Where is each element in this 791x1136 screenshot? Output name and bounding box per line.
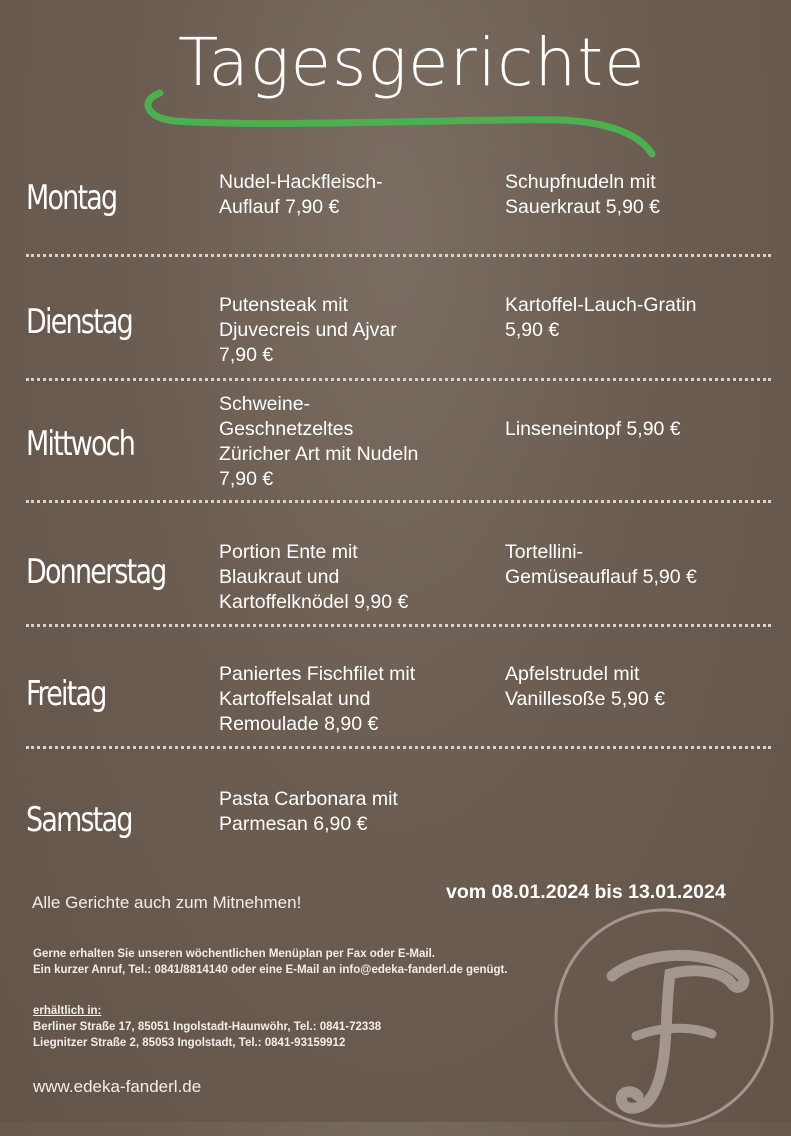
contact-line-2: [33, 962, 508, 978]
dish-tuesday-1: Putensteak mit Djuvecreis und Ajvar 7,90 €: [219, 294, 397, 366]
day-label-thursday: Donnerstag: [26, 552, 166, 592]
row-divider: [26, 624, 771, 627]
day-label-tuesday: Dienstag: [26, 302, 132, 342]
date-range: vom 08.01.2024 bis 13.01.2024: [446, 881, 726, 903]
contact-info: [33, 946, 508, 978]
address-1: Berliner Straße 17, 85051 Ingolstadt-Haunwöhr, Tel.: 0841-72338: [33, 1021, 382, 1033]
email-link[interactable]: info@edeka-fanderl.de: [339, 964, 463, 976]
dish-saturday-1: Pasta Carbonara mit Parmesan 6,90 €: [219, 788, 398, 835]
dish-friday-2: Apfelstrudel mit Vanillesoße 5,90 €: [505, 663, 666, 710]
day-label-monday: Montag: [26, 178, 117, 218]
page-title: Tagesgerichte: [178, 24, 646, 101]
row-divider: [26, 746, 771, 749]
store-addresses: [33, 1003, 381, 1051]
dish-wednesday-2: Linseneintopf 5,90 €: [505, 418, 681, 440]
day-label-friday: Freitag: [26, 674, 106, 714]
contact-line-2-end: genügt.: [462, 964, 508, 976]
available-label: erhältlich in:: [33, 1005, 102, 1017]
website-link[interactable]: www.edeka-fanderl.de: [33, 1077, 202, 1096]
day-label-saturday: Samstag: [26, 800, 132, 840]
logo-letter: F: [552, 906, 553, 907]
dish-tuesday-2: Kartoffel-Lauch-Gratin 5,90 €: [505, 294, 697, 341]
takeaway-note: Alle Gerichte auch zum Mitnehmen!: [32, 893, 302, 912]
fanderl-logo: [552, 906, 782, 1136]
row-divider: [26, 378, 771, 381]
dish-monday-1: Nudel-Hackfleisch- Auflauf 7,90 €: [219, 171, 383, 218]
dish-thursday-2: Tortellini- Gemüseauflauf 5,90 €: [505, 541, 697, 588]
dish-wednesday-1: Schweine- Geschnetzeltes Züricher Art mit Nudeln 7,90 €: [219, 393, 419, 490]
dish-friday-1: Paniertes Fischfilet mit Kartoffelsalat und Remoulade 8,90 €: [219, 663, 416, 735]
row-divider: [26, 254, 771, 257]
dish-monday-2: Schupfnudeln mit Sauerkraut 5,90 €: [505, 171, 661, 218]
contact-line-1: Gerne erhalten Sie unseren wöchentlichen Menüplan per Fax oder E-Mail.: [33, 948, 435, 960]
dish-thursday-1: Portion Ente mit Blaukraut und Kartoffelknödel 9,90 €: [219, 541, 409, 613]
address-2: Liegnitzer Straße 2, 85053 Ingolstadt, Tel.: 0841-93159912: [33, 1037, 346, 1049]
day-label-wednesday: Mittwoch: [26, 424, 135, 464]
contact-line-2-text: Ein kurzer Anruf, Tel.: 0841/8814140 oder eine E-Mail an: [33, 964, 340, 976]
row-divider: [26, 500, 771, 503]
